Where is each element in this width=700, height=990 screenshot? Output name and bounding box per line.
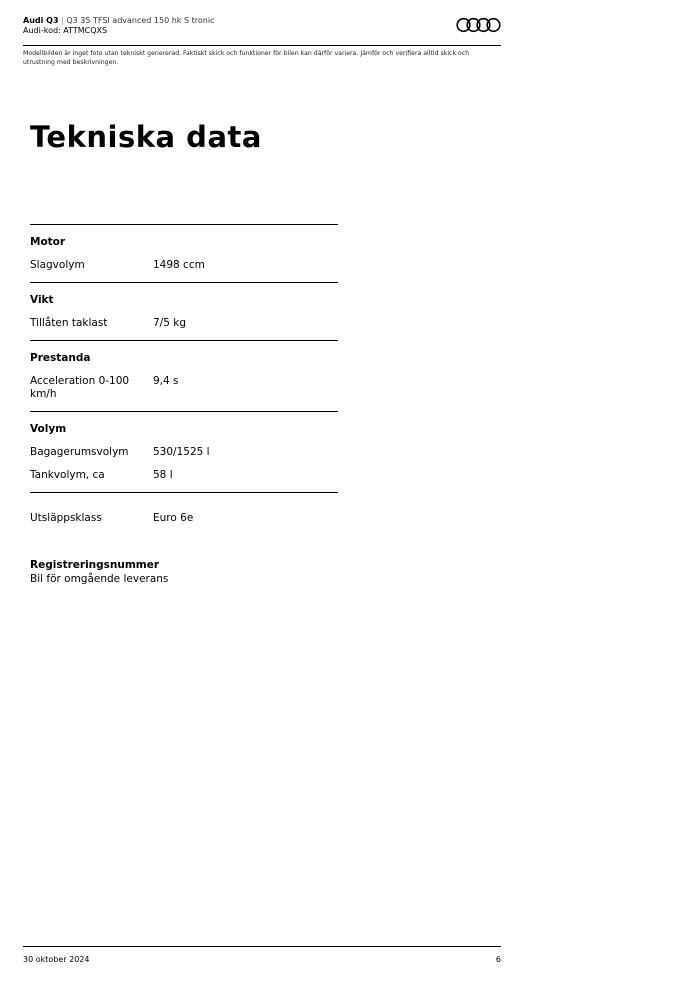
spec-row [30, 375, 338, 401]
spec-row [30, 469, 338, 482]
spec-value: Euro 6e [153, 512, 194, 524]
spec-label: Utsläppsklass [30, 512, 102, 524]
header-model: Audi Q3 [23, 16, 59, 25]
header-audi-code: Audi-kod: ATTMCQXS [23, 26, 108, 35]
spec-label: Tankvolym, ca [30, 469, 105, 481]
page-title: Tekniska data [30, 120, 262, 154]
spec-label: Bagagerumsvolym [30, 446, 129, 458]
spec-row [30, 512, 338, 525]
page-header [23, 16, 501, 36]
spec-table [30, 224, 338, 493]
spec-value: 7/5 kg [153, 317, 186, 329]
footer-divider [23, 946, 501, 947]
page-number: 6 [495, 955, 501, 964]
section-title-volym: Volym [30, 423, 67, 435]
registration-block [30, 558, 338, 586]
disclaimer-text: Modellbilden är inget foto utan tekniskt genererad. Faktiskt skick och funktioner för bilen kan därför variera. Jämför och verifiera alltid skick och utrustning med beskrivningen. [23, 50, 470, 66]
spec-label: Slagvolym [30, 259, 85, 271]
spec-label: Acceleration 0-100 km/h [30, 375, 130, 400]
registration-value: Bil för omgående leverans [30, 573, 169, 585]
header-variant: Q3 35 TFSI advanced 150 hk S tronic [66, 16, 215, 25]
spec-row [30, 259, 338, 272]
spec-label: Tillåten taklast [30, 317, 108, 329]
spec-value: 530/1525 l [153, 446, 210, 458]
header-separator: | [61, 16, 64, 25]
header-divider [23, 45, 501, 46]
section-title-prestanda: Prestanda [30, 352, 91, 364]
emission-class [30, 512, 338, 525]
section-title-vikt: Vikt [30, 294, 54, 306]
audi-rings-icon [456, 17, 501, 33]
spec-row [30, 317, 338, 330]
section-divider [30, 492, 338, 493]
footer-date: 30 oktober 2024 [23, 955, 90, 964]
spec-value: 9,4 s [153, 375, 179, 387]
registration-title: Registreringsnummer [30, 559, 160, 571]
spec-value: 1498 ccm [153, 259, 205, 271]
spec-value: 58 l [153, 469, 173, 481]
section-title-motor: Motor [30, 236, 66, 248]
header-model-line [23, 16, 501, 26]
spec-row [30, 446, 338, 459]
